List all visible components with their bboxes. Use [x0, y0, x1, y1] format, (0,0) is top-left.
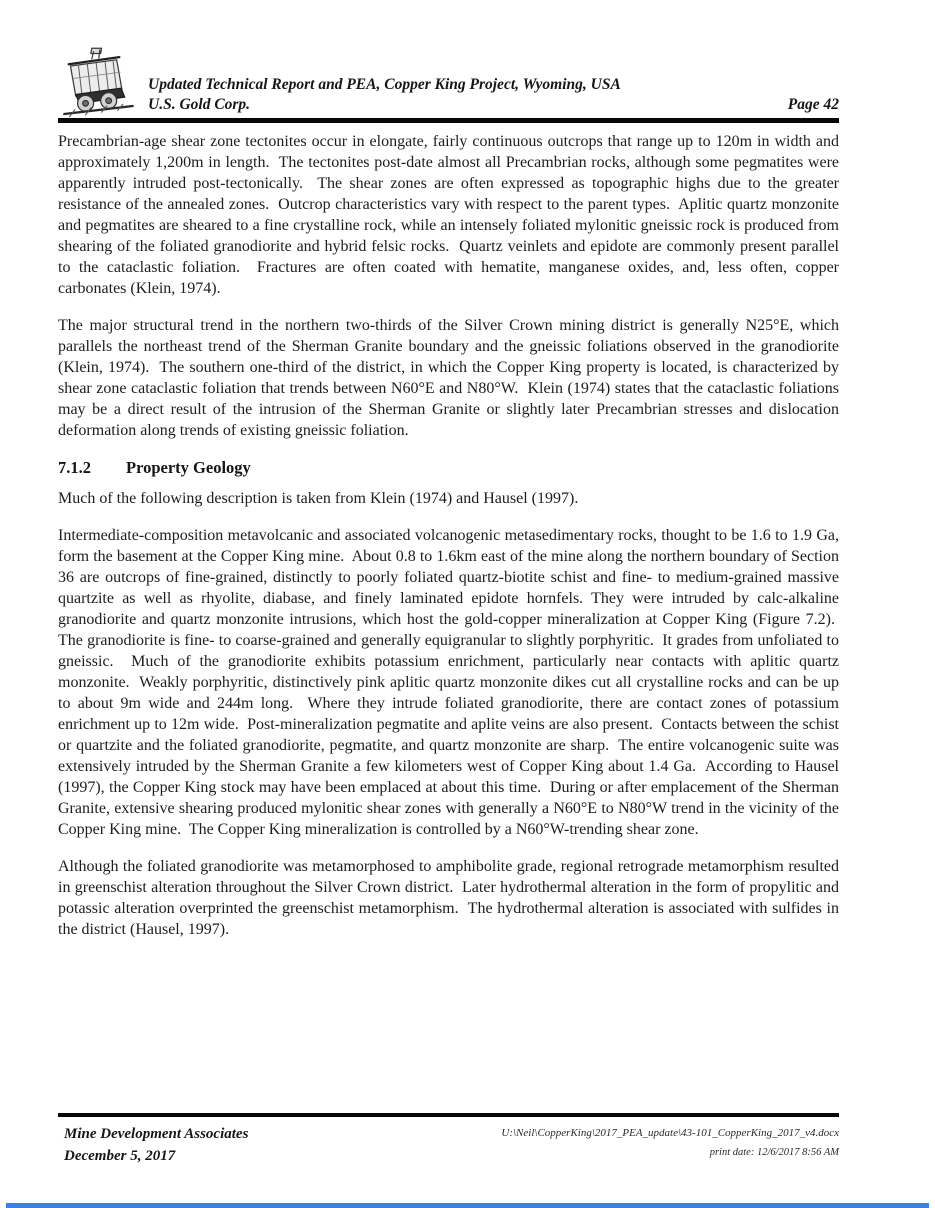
- page-header: [58, 46, 839, 118]
- paragraph-basement-rocks: Intermediate-composition metavolcanic and associated volcanogenic metasedimentary rocks, thought to be 1.6 to 1.9 Ga, form the basement at the Copper King mine. About 0.8 to 1.6km east of the mine along the northern boundary of Section 36 are outcrops of fine-grained, distinctly to poorly foliated quartz-biotite schist and fine- to medium-grained massive quartzite as well as rhyolite, diabase, and finely laminated epidote hornfels. They were intruded by calc-alkaline granodiorite and quartz monzonite intrusions, which host the gold-copper mineralization at Copper King (Figure 7.2). The granodiorite is fine- to coarse-grained and generally equigranular to slightly porphyritic. It grades from unfoliated to gneissic. Much of the granodiorite exhibits potassium enrichment, particularly near contacts with aplitic quartz monzonite. Weakly porphyritic, distinctively pink aplitic quartz monzonite dikes cut all crystalline rocks and can be up to about 9m wide and 244m long. Where they intrude foliated granodiorite, there are contact zones of potassium enrichment up to 12m wide. Post-mineralization pegmatite and aplite veins are also present. Contacts between the schist or quartzite and the foliated granodiorite, pegmatite, and quartz monzonite are sharp. The entire volcanogenic suite was extensively intruded by the Sherman Granite a few kilometers west of Copper King about 1.4 Ga. According to Hausel (1997), the Copper King stock may have been emplaced at about this time. During or after emplacement of the Sherman Granite, extensive shearing produced mylonitic shear zones with generally a N60°E to N80°W trend in the vicinity of the Copper King mine. The Copper King mineralization is controlled by a N60°W-trending shear zone.: [58, 527, 839, 838]
- page-footer: [58, 1113, 839, 1167]
- company-name: U.S. Gold Corp.: [148, 96, 251, 113]
- paragraph-metamorphism: Although the foliated granodiorite was metamorphosed to amphibolite grade, regional retrograde metamorphism resulted in greenschist alteration throughout the Silver Crown district. Later hydrothermal alteration in the form of propylitic and potassic alteration overprinted the greenschist metamorphism. The hydrothermal alteration is associated with sulfides in the district (Hausel, 1997).: [58, 858, 839, 938]
- report-title: Updated Technical Report and PEA, Copper King Project, Wyoming, USA: [148, 76, 621, 93]
- footer-file-block: [501, 1123, 839, 1163]
- page-number: Page 42: [787, 96, 839, 113]
- company-logo: [58, 46, 138, 118]
- footer-file-path: U:\Neil\CopperKing\2017_PEA_update\43-101_CopperKing_2017_v4.docx: [501, 1127, 839, 1139]
- footer-author-block: [58, 1123, 248, 1167]
- header-divider-rule: [58, 118, 839, 123]
- footer-date: December 5, 2017: [64, 1148, 176, 1164]
- section-number: 7.1.2: [58, 458, 91, 477]
- footer-print-date: print date: 12/6/2017 8:56 AM: [709, 1147, 839, 1158]
- footer-company: Mine Development Associates: [64, 1126, 249, 1142]
- paragraph-structural-trend: The major structural trend in the northern two-thirds of the Silver Crown mining district is generally N25°E, which parallels the northeast trend of the Sherman Granite boundary and the gneissic foliations observed in the granodiorite (Klein, 1974). The southern one-third of the district, in which the Copper King property is located, is characterized by shear zone cataclastic foliation that trends between N60°E and N80°W. Klein (1974) states that the cataclastic foliations may be a direct result of the intrusion of the Sherman Granite or slightly later Precambrian stresses and dislocation deformation along trends of existing gneissic foliation.: [58, 317, 839, 439]
- paragraph-description-source: Much of the following description is taken from Klein (1974) and Hausel (1997).: [58, 490, 579, 507]
- paragraph-shear-zone-tectonites: Precambrian-age shear zone tectonites occur in elongate, fairly continuous outcrops that range up to 120m in width and approximately 1,200m in length. The tectonites post-date almost all Precambrian rocks, although some pegmatites were apparently intruded post-tectonically. The shear zones are often expressed as topographic highs due to the greater resistance of the annealed zones. Outcrop characteristics vary with respect to the parent types. Aplitic quartz monzonite and pegmatites are sheared to a fine crystalline rock, while an intensely foliated mylonitic gneissic rock is produced from shearing of the foliated granodiorite and hybrid felsic rocks. Quartz veinlets and epidote are commonly present parallel to the cataclastic foliation. Fractures are often coated with hematite, manganese oxides, and, less often, copper carbonates (Klein, 1974).: [58, 133, 839, 297]
- document-body: [58, 131, 839, 940]
- footer-divider-rule: [58, 1113, 839, 1117]
- section-heading-property-geology: [58, 457, 839, 478]
- header-text-block: [148, 75, 839, 118]
- bottom-accent-bar: [6, 1203, 929, 1208]
- section-title: Property Geology: [126, 458, 251, 477]
- mine-cart-logo-icon: [58, 46, 138, 118]
